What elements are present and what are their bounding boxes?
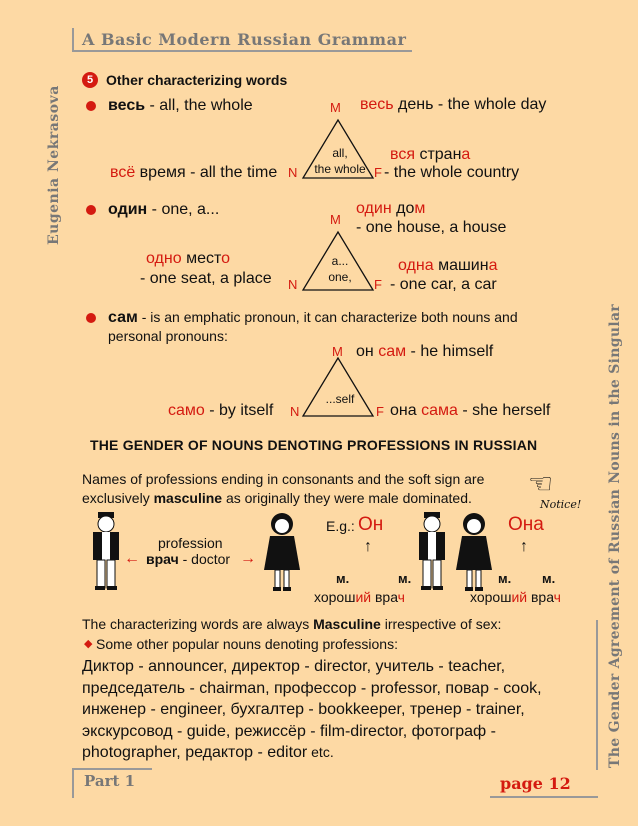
arrow-right-icon: → <box>240 550 256 567</box>
professions-intro: Names of professions ending in consonants and the soft sign are exclusively masculine as originally they were male dominated. <box>82 471 485 506</box>
pronoun-on: Он <box>358 514 384 535</box>
triangle-n: N <box>288 277 298 292</box>
page-number: page 12 <box>500 774 571 793</box>
triangle-text: ...self <box>325 392 355 406</box>
masc-label: м. <box>542 571 556 586</box>
list-item: экскурсовод - guide, режиссёр - film-director, фотограф - <box>82 722 496 740</box>
triangle-text: one, <box>328 270 352 284</box>
book-title: A Basic Modern Russian Grammar <box>82 30 407 49</box>
woman-figure-icon <box>454 512 494 592</box>
triangle-f: F <box>376 404 384 419</box>
ves-word: весь <box>108 97 146 114</box>
professions-list <box>82 656 582 764</box>
masc-label: м. <box>336 571 350 586</box>
arrow-up-icon: ↑ <box>520 538 528 555</box>
triangle-text: a... <box>331 254 349 268</box>
triangle-f: F <box>374 277 382 292</box>
part-label: Part 1 <box>84 772 136 790</box>
triangle-n: N <box>290 404 300 419</box>
ves-masc-example: весь день - the whole day <box>360 96 547 113</box>
arrow-left-icon: ← <box>124 550 140 567</box>
phrase-she: хороший врач <box>470 589 561 605</box>
others-line: Some other popular nouns denoting professions: <box>96 636 398 652</box>
bullet-icon <box>86 205 96 215</box>
list-item: photographer, редактор - editor etc. <box>82 744 334 761</box>
man-figure-icon <box>88 512 124 592</box>
bullet-icon <box>86 313 96 323</box>
list-item: инженер - engineer, бухгалтер - bookkeeper, тренер - trainer, <box>82 701 525 718</box>
pointing-hand-icon: ☜ <box>528 468 554 499</box>
sam-masc-example: он сам - he himself <box>356 343 494 360</box>
woman-figure-icon <box>262 512 302 592</box>
diamond-bullet-icon: ◆ <box>84 638 93 650</box>
frame-line <box>72 768 152 770</box>
odin-masc-gloss: - one house, a house <box>356 219 507 236</box>
masc-label: м. <box>398 571 412 586</box>
triangle-m: M <box>332 344 343 359</box>
ves-fem-noun: вся страна <box>390 146 471 163</box>
notice-label: Notice! <box>540 498 582 511</box>
odin-fem-noun: одна машина <box>398 257 498 274</box>
eg-label: E.g.: <box>326 518 355 534</box>
frame-line <box>72 768 74 798</box>
list-item: Диктор - announcer, директор - director, учитель - teacher, <box>82 658 506 675</box>
triangle-text: the whole <box>314 162 366 176</box>
sam-fem-example: она сама - she herself <box>390 402 551 419</box>
arrow-up-icon: ↑ <box>364 538 372 555</box>
summary-line: The characterizing words are always Masculine irrespective of sex: <box>82 616 502 632</box>
section-number-badge: 5 <box>82 72 98 88</box>
odin-neut-gloss: - one seat, a place <box>140 270 272 287</box>
triangle-m: M <box>330 212 341 227</box>
odin-line: один - one, a... <box>108 201 220 218</box>
triangle-f: F <box>374 165 382 180</box>
frame-line <box>596 620 598 770</box>
vrach-example: врач - doctor <box>146 551 231 567</box>
odin-neut-noun: одно место <box>146 250 231 267</box>
triangle-text: all, <box>332 146 348 160</box>
author-name: Eugenia Nekrasova <box>46 85 62 245</box>
odin-masc-noun: один дом <box>356 200 426 217</box>
phrase-he: хороший врач <box>314 589 405 605</box>
sam-intro: сам - is an emphatic pronoun, it can characterize both nouns and personal pronouns: <box>108 309 518 344</box>
ves-line: весь - all, the whole <box>108 97 253 114</box>
triangle-n: N <box>288 165 298 180</box>
profession-label: profession <box>158 535 223 551</box>
pronoun-ona: Она <box>508 514 544 535</box>
man-figure-icon <box>414 512 450 592</box>
list-item: председатель - chairman, профессор - professor, повар - cook, <box>82 679 542 697</box>
ves-neut-example: всё время - all the time <box>110 164 278 181</box>
triangle-diagram <box>300 356 380 418</box>
chapter-title: The Gender Agreement of Russian Nouns in the Singular <box>607 304 623 768</box>
odin-fem-gloss: - one car, a car <box>390 276 497 293</box>
masc-label: м. <box>498 571 512 586</box>
frame-line <box>490 796 598 798</box>
triangle-m: M <box>330 100 341 115</box>
frame-line <box>72 28 74 52</box>
sam-neut-example: само - by itself <box>168 402 274 419</box>
section-heading: THE GENDER OF NOUNS DENOTING PROFESSIONS IN RUSSIAN <box>90 437 538 453</box>
frame-line <box>72 50 412 52</box>
bullet-icon <box>86 101 96 111</box>
ves-fem-gloss: - the whole country <box>384 164 520 181</box>
section-title: Other characterizing words <box>106 72 288 88</box>
